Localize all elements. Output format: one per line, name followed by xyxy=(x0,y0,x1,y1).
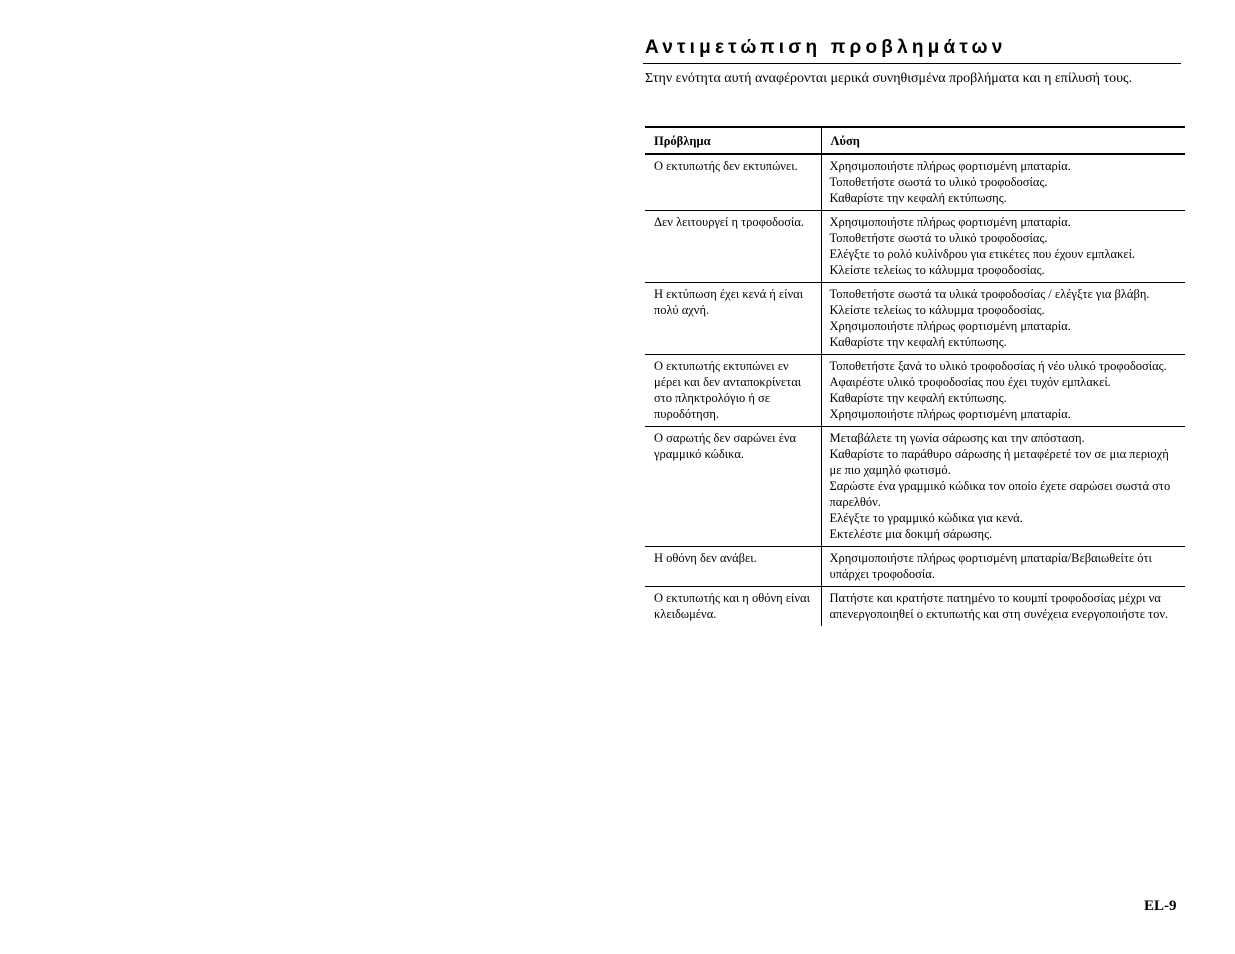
solution-step: Καθαρίστε την κεφαλή εκτύπωσης. xyxy=(829,335,1007,349)
table-body xyxy=(645,154,1185,626)
solution-step: Σαρώστε ένα γραμμικό κώδικα τον οποίο έχετε σαρώσει σωστά στο παρελθόν. xyxy=(829,479,1171,509)
solution-step: Κλείστε τελείως το κάλυμμα τροφοδοσίας. xyxy=(829,263,1045,277)
solution-step: Ελέγξτε το ρολό κυλίνδρου για ετικέτες που έχουν εμπλακεί. xyxy=(829,247,1136,261)
problem-cell: Η εκτύπωση έχει κενά ή είναι πολύ αχνή. xyxy=(645,283,821,355)
solution-step: Καθαρίστε την κεφαλή εκτύπωσης. xyxy=(829,191,1007,205)
solution-step: Χρησιμοποιήστε πλήρως φορτισμένη μπαταρία. xyxy=(829,407,1071,421)
problem-cell: Ο εκτυπωτής δεν εκτυπώνει. xyxy=(645,154,821,211)
column-header-problem: Πρόβλημα xyxy=(645,127,821,154)
solution-step: Καθαρίστε την κεφαλή εκτύπωσης. xyxy=(829,391,1007,405)
table-row xyxy=(645,427,1185,547)
solution-step: Χρησιμοποιήστε πλήρως φορτισμένη μπαταρία/Βεβαιωθείτε ότι υπάρχει τροφοδοσία. xyxy=(829,551,1152,581)
title-divider xyxy=(643,63,1181,64)
table-row xyxy=(645,283,1185,355)
solution-step: Τοποθετήστε σωστά το υλικό τροφοδοσίας. xyxy=(829,231,1048,245)
solution-step: Τοποθετήστε σωστά τα υλικά τροφοδοσίας / ελέγξτε για βλάβη. xyxy=(829,287,1150,301)
problem-cell: Ο εκτυπωτής και η οθόνη είναι κλειδωμένα. xyxy=(654,591,810,621)
solution-cell xyxy=(821,427,1185,547)
solution-step: Χρησιμοποιήστε πλήρως φορτισμένη μπαταρία. xyxy=(829,215,1071,229)
solution-step: Καθαρίστε το παράθυρο σάρωσης ή μεταφέρετέ τον σε μια περιοχή με πιο χαμηλό φωτισμό. xyxy=(829,447,1169,477)
troubleshooting-table xyxy=(645,126,1185,626)
solution-step: Κλείστε τελείως το κάλυμμα τροφοδοσίας. xyxy=(829,303,1045,317)
solution-cell xyxy=(821,587,1185,627)
solution-step: Χρησιμοποιήστε πλήρως φορτισμένη μπαταρία. xyxy=(829,319,1071,333)
table-row xyxy=(645,547,1185,587)
solution-step: Τοποθετήστε σωστά το υλικό τροφοδοσίας. xyxy=(829,175,1048,189)
solution-step: Εκτελέστε μια δοκιμή σάρωσης. xyxy=(829,527,993,541)
solution-step: Τοποθετήστε ξανά το υλικό τροφοδοσίας ή νέο υλικό τροφοδοσίας. Αφαιρέστε υλικό τροφοδοσίας που έχει τυχόν εμπλακεί. xyxy=(829,359,1167,389)
problem-cell: Η οθόνη δεν ανάβει. xyxy=(645,547,821,587)
solution-step: Ελέγξτε το γραμμικό κώδικα για κενά. xyxy=(829,511,1023,525)
solution-cell xyxy=(821,211,1185,283)
problem-cell: Ο σαρωτής δεν σαρώνει ένα γραμμικό κώδικα. xyxy=(645,427,821,547)
solution-step: Χρησιμοποιήστε πλήρως φορτισμένη μπαταρία. xyxy=(829,159,1071,173)
solution-cell xyxy=(821,154,1185,211)
solution-step: Μεταβάλετε τη γωνία σάρωσης και την απόσταση. xyxy=(829,431,1085,445)
table-row xyxy=(645,211,1185,283)
solution-cell xyxy=(821,547,1185,587)
page-number: EL-9 xyxy=(1144,898,1177,914)
troubleshooting-section xyxy=(643,36,1185,90)
table-row xyxy=(645,587,1185,627)
problem-cell: Δεν λειτουργεί η τροφοδοσία. xyxy=(645,211,821,283)
section-title: Αντιμετώπιση προβλημάτων xyxy=(645,37,1007,58)
table-row xyxy=(645,355,1185,427)
solution-cell xyxy=(821,283,1185,355)
solution-cell xyxy=(821,355,1185,427)
column-header-solution: Λύση xyxy=(821,127,1185,154)
problem-cell: Ο εκτυπωτής εκτυπώνει εν μέρει και δεν ανταποκρίνεται στο πληκτρολόγιο ή σε πυροδότηση. xyxy=(645,355,821,427)
section-intro: Στην ενότητα αυτή αναφέρονται μερικά συνηθισμένα προβλήματα και η επίλυσή τους. xyxy=(645,71,1133,86)
table-row xyxy=(645,154,1185,211)
table-header-row xyxy=(645,127,1185,154)
solution-step: Πατήστε και κρατήστε πατημένο το κουμπί τροφοδοσίας μέχρι να απενεργοποιηθεί ο εκτυπωτής και στη συνέχεια ενεργοποιήστε τον. xyxy=(829,591,1169,621)
